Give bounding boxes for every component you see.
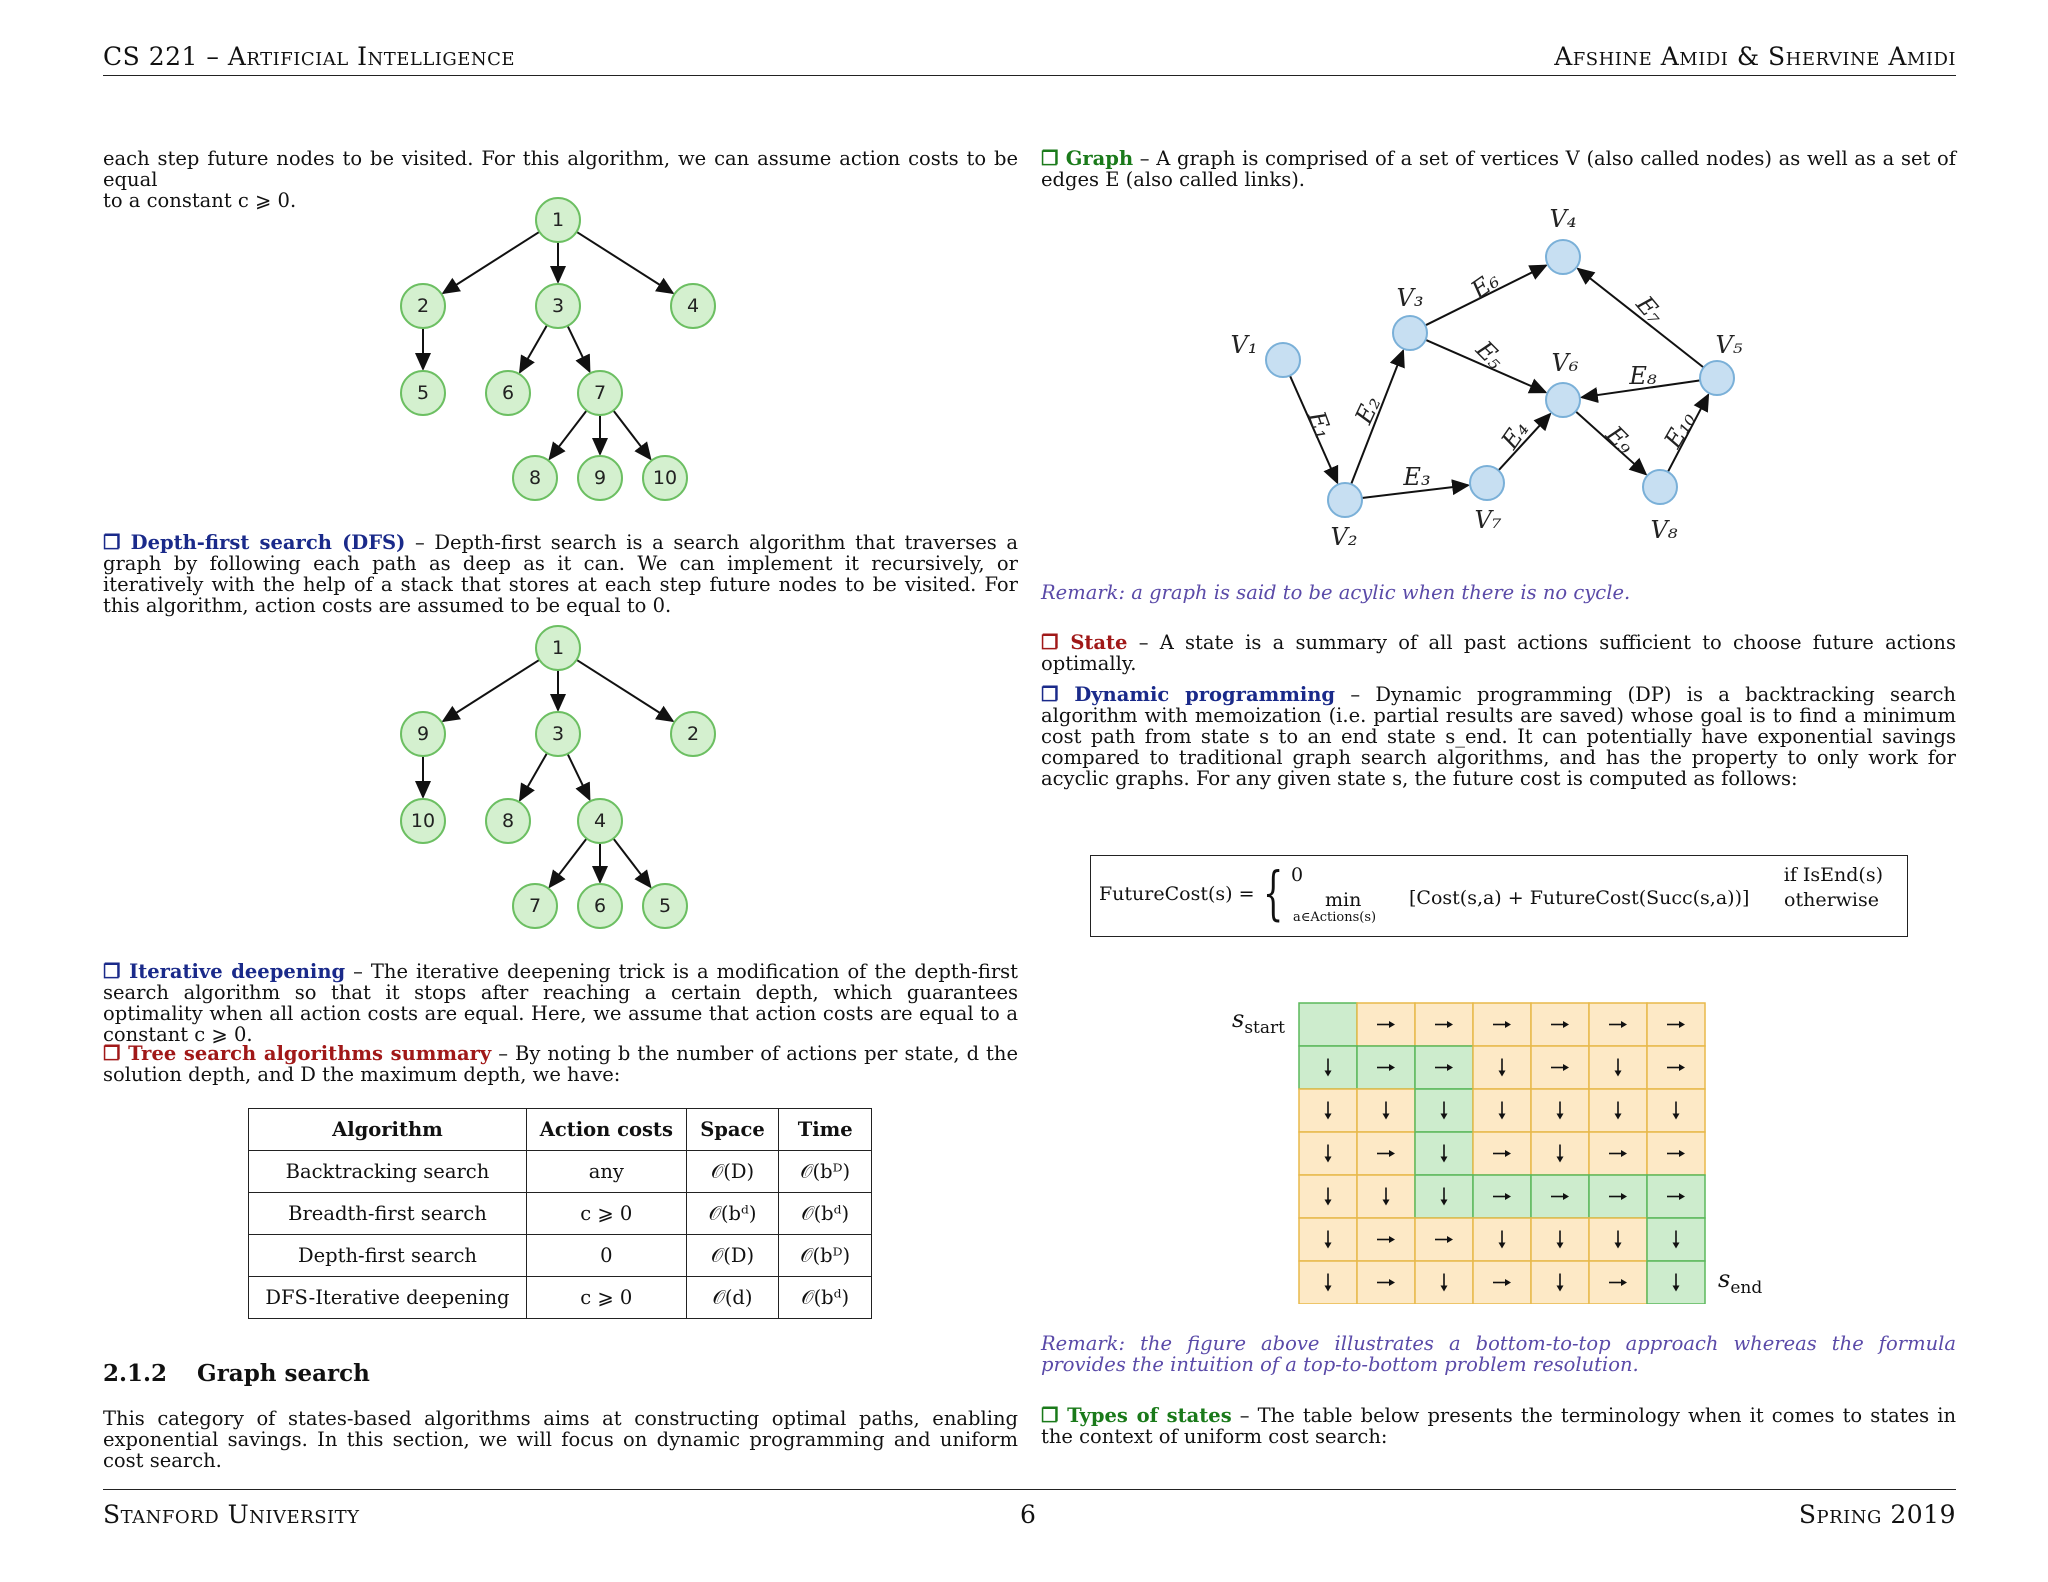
dp-title: ❐ Dynamic programming	[1041, 683, 1336, 706]
tree-node-label: 10	[410, 810, 436, 832]
edge-label: E₃	[1403, 463, 1431, 491]
s-start-label: $s_{start}$	[1232, 1005, 1285, 1038]
algorithm-table	[248, 1108, 872, 1319]
tree-node-label: 2	[686, 723, 700, 745]
graph-vertex	[1393, 316, 1427, 350]
footer-rule	[103, 1489, 1956, 1490]
future-cost-formula	[1090, 855, 1908, 937]
tree-edge	[613, 838, 650, 886]
vertex-label: V₂	[1330, 523, 1358, 551]
grid-cell	[1299, 1003, 1357, 1046]
edge-label: E₁₀	[1658, 407, 1702, 453]
table-cell: any	[526, 1151, 686, 1193]
tree-node-label: 2	[416, 295, 430, 317]
edge-label: E₁	[1302, 407, 1338, 443]
vertex-label: V₄	[1549, 205, 1577, 233]
types-paragraph: ❐ Types of states – The table below presents the terminology when it comes to states in the context of uniform cost search:	[1041, 1404, 1956, 1448]
edge-label: E₈	[1629, 362, 1657, 390]
table-row	[249, 1193, 872, 1235]
dfs-paragraph: ❐ Depth-first search (DFS) – Depth-first search is a search algorithm that traverses a graph by following each path as deep as it can. We can implement it recursively, or iteratively with the help of a stack that stores at each step future nodes to be visited. For this algorithm, action costs are assumed to be equal to 0.	[103, 531, 1018, 617]
section-heading	[103, 1360, 370, 1387]
table-header: Action costs	[526, 1109, 686, 1151]
table-cell: 𝒪(D)	[686, 1151, 779, 1193]
types-title: ❐ Types of states	[1041, 1404, 1232, 1427]
vertex-label: V₇	[1474, 506, 1502, 534]
bfs-tree-diagram	[380, 190, 720, 520]
table-cell: Backtracking search	[249, 1151, 527, 1193]
footer-right: Spring 2019	[1798, 1500, 1956, 1529]
summary-title: ❐ Tree search algorithms summary	[103, 1042, 492, 1065]
tree-edge	[520, 753, 547, 800]
table-row	[249, 1277, 872, 1319]
vertex-label: V₃	[1396, 284, 1424, 312]
table-cell: DFS-Iterative deepening	[249, 1277, 527, 1319]
table-cell: 𝒪(d)	[686, 1277, 779, 1319]
tree-edge	[568, 326, 590, 372]
table-header-row	[249, 1109, 872, 1151]
tree-edge	[550, 410, 587, 458]
tree-edge	[568, 754, 590, 800]
edge-label: E₄	[1495, 415, 1535, 455]
dfs-tree-diagram	[380, 618, 720, 948]
edge-label: E₇	[1630, 290, 1670, 330]
page-number: 6	[1020, 1500, 1036, 1529]
graph-vertex	[1266, 343, 1300, 377]
vertex-label: V₅	[1715, 331, 1743, 359]
edge-label: E₉	[1600, 420, 1640, 460]
tree-node-label: 5	[416, 382, 430, 404]
table-header: Algorithm	[249, 1109, 527, 1151]
tree-edge	[443, 660, 539, 721]
table-cell: c ⩾ 0	[526, 1277, 686, 1319]
table-row	[249, 1151, 872, 1193]
formula-case1-value: 0	[1291, 864, 1304, 886]
remark-bottom-to-top: Remark: the figure above illustrates a bottom-to-top approach whereas the formula provides the intuition of a top-to-bottom problem resolution.	[1041, 1332, 1956, 1376]
table-cell: 𝒪(bᴰ)	[779, 1235, 872, 1277]
iterative-paragraph: ❐ Iterative deepening – The iterative deepening trick is a modification of the depth-first search algorithm so that it stops after reaching a certain depth, which guarantees optimality when all action costs are equal. Here, we assume that action costs are equal to a constant c ⩾ 0.	[103, 960, 1018, 1046]
graph-diagram	[1220, 195, 1780, 555]
graph-title: ❐ Graph	[1041, 147, 1134, 170]
graph-search-paragraph: This category of states-based algorithms aims at constructing optimal paths, enabling exponential savings. In this section, we will focus on dynamic programming and uniform cost search.	[103, 1407, 1018, 1472]
iterative-title: ❐ Iterative deepening	[103, 960, 346, 983]
tree-node-label: 7	[528, 895, 542, 917]
dp-paragraph: ❐ Dynamic programming – Dynamic programming (DP) is a backtracking search algorithm with memoization (i.e. partial results are saved) whose goal is to find a minimum cost path from state s to an end state s_end. It can potentially have exponential savings compared to traditional graph search algorithms, and has the property to only work for acyclic graphs. For any given state s, the future cost is computed as follows:	[1041, 683, 1956, 790]
table-cell: Breadth-first search	[249, 1193, 527, 1235]
table-row	[249, 1235, 872, 1277]
table-cell: 𝒪(bᵈ)	[779, 1193, 872, 1235]
table-cell: 𝒪(bᵈ)	[779, 1277, 872, 1319]
tree-node-label: 8	[528, 467, 542, 489]
formula-min: min	[1325, 889, 1362, 911]
section-number: 2.1.2	[103, 1360, 168, 1387]
tree-node-label: 9	[416, 723, 430, 745]
table-header: Time	[779, 1109, 872, 1151]
graph-vertex	[1470, 466, 1504, 500]
graph-vertex	[1546, 383, 1580, 417]
tree-node-label: 8	[501, 810, 515, 832]
tree-edge	[577, 232, 673, 293]
vertex-label: V₁	[1230, 331, 1258, 359]
formula-brace: {	[1263, 859, 1284, 927]
tree-node-label: 5	[658, 895, 672, 917]
tree-node-label: 1	[551, 209, 565, 231]
header-right: Afshine Amidi & Shervine Amidi	[1554, 42, 1956, 71]
edge-label: E₂	[1349, 391, 1387, 429]
tree-node-label: 6	[501, 382, 515, 404]
tree-node-label: 9	[593, 467, 607, 489]
edge-label: E₆	[1465, 265, 1505, 305]
table-cell: 𝒪(bᵈ)	[686, 1193, 779, 1235]
summary-paragraph: ❐ Tree search algorithms summary – By noting b the number of actions per state, d the solution depth, and D the maximum depth, we have:	[103, 1042, 1018, 1086]
s-end-label: $s_{end}$	[1718, 1265, 1763, 1298]
footer-left: Stanford University	[103, 1500, 360, 1529]
edge-label: E₅	[1470, 335, 1510, 375]
bfs-intro: each step future nodes to be visited. For this algorithm, we can assume action costs to be equal to a constant c ⩾ 0.	[103, 147, 1018, 212]
dfs-title: ❐ Depth-first search (DFS)	[103, 531, 406, 554]
tree-node-label: 3	[551, 723, 565, 745]
table-cell: 𝒪(D)	[686, 1235, 779, 1277]
state-paragraph: ❐ State – A state is a summary of all past actions sufficient to choose future actions optimally.	[1041, 631, 1956, 675]
table-header: Space	[686, 1109, 779, 1151]
vertex-label: V₆	[1551, 349, 1579, 377]
tree-edge	[550, 838, 587, 886]
graph-vertex	[1328, 483, 1362, 517]
tree-edge	[613, 410, 650, 458]
header-rule	[103, 75, 1956, 76]
table-cell: Depth-first search	[249, 1235, 527, 1277]
tree-node-label: 7	[593, 382, 607, 404]
tree-node-label: 6	[593, 895, 607, 917]
tree-node-label: 4	[686, 295, 700, 317]
formula-min-sub: a∈Actions(s)	[1293, 910, 1377, 925]
vertex-label: V₈	[1650, 516, 1678, 544]
tree-edge	[443, 232, 539, 293]
section-title: Graph search	[197, 1360, 370, 1387]
tree-edge	[577, 660, 673, 721]
tree-node-label: 3	[551, 295, 565, 317]
table-cell: 𝒪(bᴰ)	[779, 1151, 872, 1193]
table-cell: 0	[526, 1235, 686, 1277]
state-title: ❐ State	[1041, 631, 1128, 654]
remark-acyclic: Remark: a graph is said to be acylic when there is no cycle.	[1041, 581, 1631, 604]
graph-vertex	[1546, 240, 1580, 274]
tree-node-label: 10	[652, 467, 678, 489]
tree-edge	[520, 325, 547, 372]
formula-lhs: FutureCost(s) =	[1099, 883, 1255, 905]
formula-case2-cond: otherwise	[1784, 889, 1879, 911]
graph-vertex	[1643, 470, 1677, 504]
tree-node-label: 1	[551, 637, 565, 659]
dp-grid	[1298, 1002, 1708, 1304]
graph-paragraph: ❐ Graph – A graph is comprised of a set of vertices V (also called nodes) as well as a set of edges E (also called links).	[1041, 147, 1956, 191]
tree-node-label: 4	[593, 810, 607, 832]
header-left: CS 221 – Artificial Intelligence	[103, 42, 516, 71]
graph-vertex	[1700, 361, 1734, 395]
formula-case1-cond: if IsEnd(s)	[1783, 864, 1883, 886]
table-cell: c ⩾ 0	[526, 1193, 686, 1235]
formula-case2-value: [Cost(s,a) + FutureCost(Succ(s,a))]	[1409, 887, 1750, 909]
